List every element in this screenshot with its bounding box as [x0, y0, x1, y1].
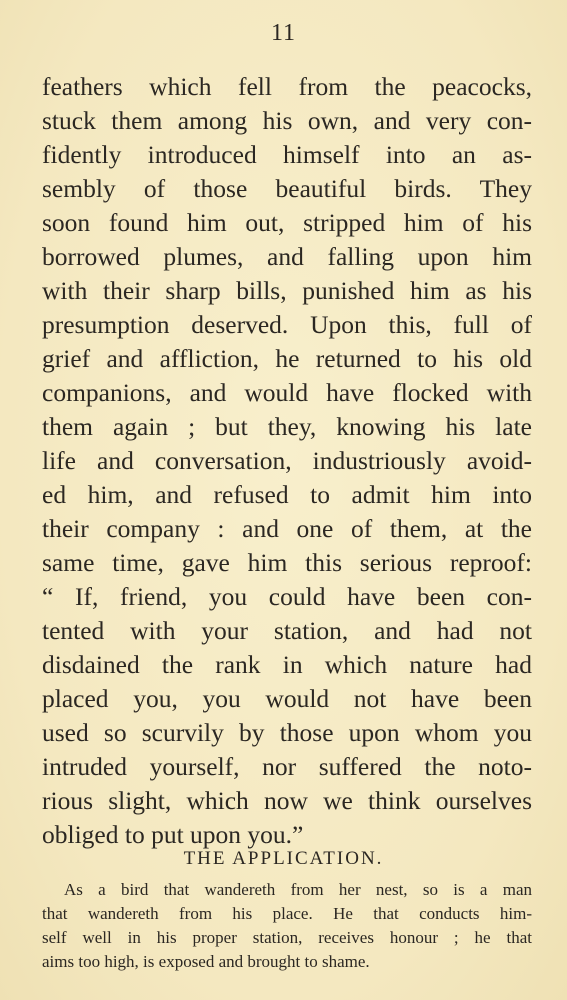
application-text: [42, 878, 532, 974]
text-line: rious slight, which now we think ourselves: [42, 786, 532, 815]
text-line: fidently introduced himself into an as-: [42, 140, 532, 169]
text-line: stuck them among his own, and very con-: [42, 106, 532, 135]
text-line: companions, and would have flocked with: [42, 378, 532, 407]
text-line: with their sharp bills, punished him as his: [42, 276, 532, 305]
page-number: 11: [270, 20, 297, 46]
text-line: sembly of those beautiful birds. They: [42, 174, 532, 203]
text-line: intruded yourself, nor suffered the noto-: [42, 752, 532, 781]
text-line: feathers which fell from the peacocks,: [42, 72, 532, 101]
fable-text: [42, 70, 532, 852]
text-line: borrowed plumes, and falling upon him: [42, 242, 532, 271]
text-line: their company : and one of them, at the: [42, 514, 532, 543]
text-line: ed him, and refused to admit him into: [42, 480, 532, 509]
application-line: As a bird that wandereth from her nest, so is a man: [64, 880, 532, 899]
text-line: same time, gave him this serious reproof:: [42, 548, 532, 577]
text-line: grief and affliction, he returned to his old: [42, 344, 532, 373]
text-line: “ If, friend, you could have been con-: [42, 582, 532, 611]
text-line: them again ; but they, knowing his late: [42, 412, 532, 441]
text-line: used so scurvily by those upon whom you: [42, 718, 532, 747]
application-line: aims too high, is exposed and brought to shame.: [42, 952, 370, 971]
text-line: presumption deserved. Upon this, full of: [42, 310, 532, 339]
text-line: disdained the rank in which nature had: [42, 650, 532, 679]
text-line: obliged to put upon you.”: [42, 820, 304, 849]
text-line: life and conversation, industriously avoid-: [42, 446, 532, 475]
text-line: placed you, you would not have been: [42, 684, 532, 713]
text-line: soon found him out, stripped him of his: [42, 208, 532, 237]
application-line: self well in his proper station, receives honour ; he that: [42, 928, 532, 947]
application-line: that wandereth from his place. He that conducts him-: [42, 904, 532, 923]
application-heading: THE APPLICATION.: [183, 848, 384, 869]
text-line: tented with your station, and had not: [42, 616, 532, 645]
